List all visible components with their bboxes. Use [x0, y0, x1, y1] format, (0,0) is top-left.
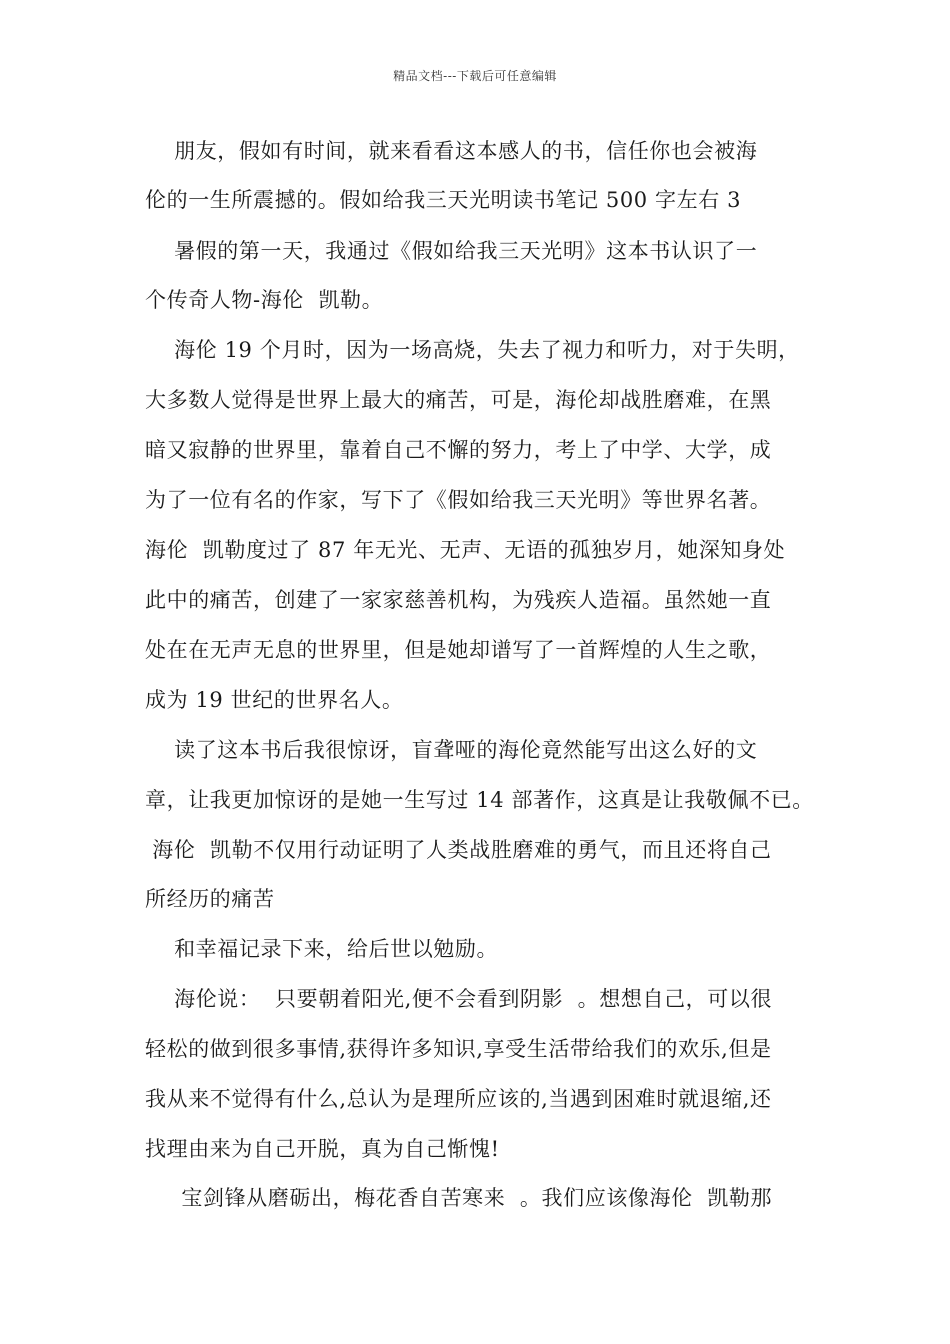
- text-line: 个传奇人物-海伦 凯勒。: [145, 288, 384, 312]
- text-line: 宝剑锋从磨砺出，梅花香自苦寒来 。我们应该像海伦 凯勒那: [145, 1186, 773, 1210]
- text-line: 为了一位有名的作家，写下了《假如给我三天光明》等世界名著。: [145, 488, 772, 512]
- text-line: 此中的痛苦，创建了一家家慈善机构，为残疾人造福。虽然她一直: [145, 588, 772, 612]
- text-line: 章，让我更加惊讶的是她一生写过 14 部著作，这真是让我敬佩不已。: [145, 788, 814, 812]
- text-line: 朋友，假如有时间，就来看看这本感人的书，信任你也会被海: [145, 139, 758, 163]
- text-line: 处在在无声无息的世界里，但是她却谱写了一首辉煌的人生之歌，: [145, 638, 772, 662]
- page-header: 精品文档---下载后可任意编辑: [393, 69, 557, 83]
- text-line: 成为 19 世纪的世界名人。: [145, 688, 404, 712]
- text-line: 海伦 19 个月时，因为一场高烧，失去了视力和听力，对于失明，: [145, 338, 800, 362]
- text-line: 海伦 凯勒不仅用行动证明了人类战胜磨难的勇气，而且还将自己: [145, 838, 772, 862]
- text-line: 找理由来为自己开脱，真为自己惭愧!: [145, 1137, 500, 1161]
- text-line: 伦的一生所震撼的。假如给我三天光明读书笔记 500 字左右 3: [145, 188, 742, 212]
- text-line: 我从来不觉得有什么,总认为是理所应该的,当遇到困难时就退缩,还: [145, 1087, 772, 1111]
- text-line: 大多数人觉得是世界上最大的痛苦，可是，海伦却战胜磨难，在黑: [145, 388, 772, 412]
- text-line: 所经历的痛苦: [145, 887, 275, 911]
- text-line: 海伦 凯勒度过了 87 年无光、无声、无语的孤独岁月，她深知身处: [145, 538, 786, 562]
- text-line: 暑假的第一天，我通过《假如给我三天光明》这本书认识了一: [145, 239, 758, 263]
- text-line: 读了这本书后我很惊讶，盲聋哑的海伦竟然能写出这么好的文: [145, 738, 758, 762]
- text-line: 海伦说： 只要朝着阳光,便不会看到阴影 。想想自己，可以很: [145, 987, 773, 1011]
- text-line: 和幸福记录下来，给后世以勉励。: [145, 937, 499, 961]
- text-line: 暗又寂静的世界里，靠着自己不懈的努力，考上了中学、大学，成: [145, 438, 772, 462]
- text-line: 轻松的做到很多事情,获得许多知识,享受生活带给我们的欢乐,但是: [145, 1037, 772, 1061]
